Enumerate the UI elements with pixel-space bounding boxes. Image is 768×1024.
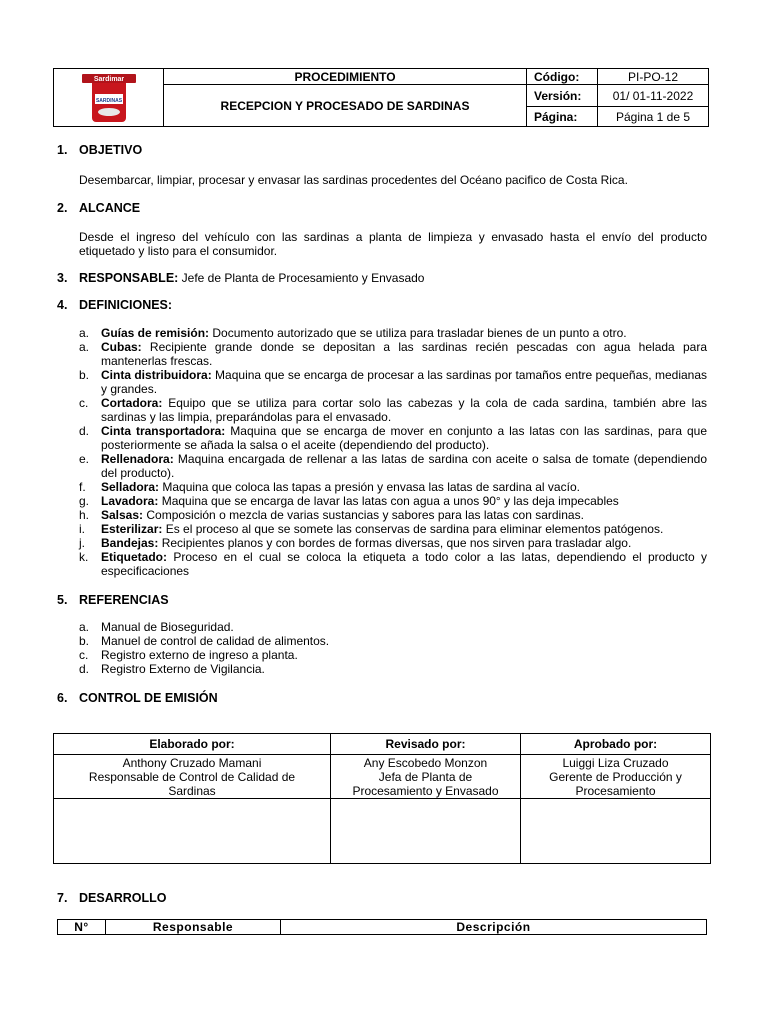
reference-item (79, 662, 707, 676)
definition-text: Proceso en el cual se coloca la etiqueta a todo color a las latas, dependiendo el producto y especificaciones (101, 550, 707, 578)
definitions-list (79, 326, 707, 578)
definition-marker: g. (79, 494, 90, 508)
definition-marker: a. (79, 340, 90, 354)
definition-term: Cinta distribuidora: (101, 368, 212, 382)
document-header (53, 68, 709, 127)
definition-term: Rellenadora: (101, 452, 174, 466)
elaborado-signature (54, 799, 331, 864)
elaborado-name: Anthony Cruzado Mamani (122, 756, 262, 770)
definition-term: Selladora: (101, 480, 160, 494)
definition-item (79, 368, 707, 396)
doc-title: RECEPCION Y PROCESADO DE SARDINAS (164, 85, 527, 127)
elaborado-cell (54, 755, 331, 799)
reference-item (79, 620, 707, 634)
definition-term: Esterilizar: (101, 522, 163, 536)
reference-marker: d. (79, 662, 90, 676)
section-alcance-title: 2. ALCANCE (57, 201, 141, 215)
definition-item (79, 340, 707, 368)
definition-text: Documento autorizado que se utiliza para trasladar bienes de un punto a otro. (209, 326, 627, 340)
definition-marker: a. (79, 326, 90, 340)
reference-marker: c. (79, 648, 89, 662)
definition-marker: c. (79, 396, 89, 410)
definition-marker: k. (79, 550, 89, 564)
svg-text:SARDINAS: SARDINAS (95, 97, 122, 104)
definition-text: Composición o mezcla de varias sustancias y sabores para las latas con sardinas. (143, 508, 584, 522)
definition-marker: h. (79, 508, 90, 522)
revisado-header: Revisado por: (331, 734, 521, 755)
definition-item (79, 508, 707, 522)
svg-text:Sardimar: Sardimar (93, 75, 124, 83)
version-value: 01/ 01-11-2022 (598, 85, 709, 107)
reference-text: Manual de Bioseguridad. (101, 620, 234, 634)
definition-item (79, 424, 707, 452)
revisado-signature (331, 799, 521, 864)
elaborado-header: Elaborado por: (54, 734, 331, 755)
definition-text: Equipo que se utiliza para cortar solo las cabezas y la cola de cada sardina, también abre las sardinas y las limpia, preparándolas para el envasado. (101, 396, 707, 424)
section-referencias-title: 5. REFERENCIAS (57, 593, 169, 607)
definition-marker: f. (79, 480, 86, 494)
emission-control-table (53, 733, 711, 864)
definition-text: Maquina que se encarga de lavar las latas con agua a unos 90° y las deja impecables (158, 494, 619, 508)
definition-item (79, 452, 707, 480)
definition-term: Etiquetado: (101, 550, 167, 564)
definition-marker: b. (79, 368, 90, 382)
definition-item (79, 536, 707, 550)
definition-text: Maquina que se encarga de procesar a las sardinas por tamaños entre pequeñas, medianas y grandes. (101, 368, 708, 396)
section-responsable: 3. RESPONSABLE: Jefe de Planta de Procesamiento y Envasado (57, 271, 425, 285)
definition-term: Guías de remisión: (101, 326, 210, 340)
definition-item (79, 326, 707, 340)
aprobado-header: Aprobado por: (521, 734, 711, 755)
col-responsable: Responsable (106, 920, 281, 935)
definition-text: Es el proceso al que se somete las conservas de sardina para eliminar elementos patógenos. (162, 522, 664, 536)
reference-text: Manuel de control de calidad de alimentos. (101, 634, 330, 648)
doc-type: PROCEDIMIENTO (164, 69, 527, 85)
definition-text: Maquina que se encarga de mover en conjunto a las latas con las sardinas, para que posteriormente se añada la salsa o el aceite (dependiendo del producto). (101, 424, 707, 452)
revisado-name: Any Escobedo Monzon (363, 756, 488, 770)
reference-text: Registro externo de ingreso a planta. (101, 648, 298, 662)
logo-cell (54, 69, 164, 127)
definition-term: Bandejas: (101, 536, 159, 550)
aprobado-name: Luiggi Liza Cruzado (562, 756, 669, 770)
definition-marker: i. (79, 522, 85, 536)
section-objetivo-text: Desembarcar, limpiar, procesar y envasar las sardinas procedentes del Océano pacifico de Costa Rica. (79, 173, 628, 187)
definition-item (79, 494, 707, 508)
reference-item (79, 648, 707, 662)
revisado-cell (331, 755, 521, 799)
revisado-role: Jefa de Planta de Procesamiento y Envasado (352, 770, 499, 798)
definition-text: Maquina encargada de rellenar a las latas de sardina con aceite o salsa de tomate (dependiendo del producto). (101, 452, 707, 480)
definition-term: Salsas: (101, 508, 144, 522)
reference-marker: a. (79, 620, 90, 634)
definition-term: Cubas: (101, 340, 142, 354)
definition-marker: j. (79, 536, 85, 550)
aprobado-cell (521, 755, 711, 799)
section-desarrollo-title: 7. DESARROLLO (57, 891, 167, 905)
section-control-title: 6. CONTROL DE EMISIÓN (57, 691, 218, 705)
code-value: PI-PO-12 (598, 69, 709, 85)
section-objetivo-title: 1. OBJETIVO (57, 143, 143, 157)
sardimar-logo (78, 72, 140, 124)
page-value: Página 1 de 5 (598, 107, 709, 127)
definition-text: Recipiente grande donde se depositan a las sardinas recién pescadas con agua helada para mantenerlas frescas. (101, 340, 707, 368)
section-alcance-text: Desde el ingreso del vehículo con las sardinas a planta de limpieza y envasado hasta el envío del producto etiquetado y listo para el consumidor. (79, 230, 707, 258)
definition-item (79, 550, 707, 578)
page-label: Página: (527, 107, 598, 127)
definition-marker: d. (79, 424, 90, 438)
definition-term: Cinta transportadora: (101, 424, 226, 438)
elaborado-role: Responsable de Control de Calidad de Sardinas (88, 770, 296, 798)
references-list (79, 620, 707, 676)
definition-marker: e. (79, 452, 90, 466)
definition-term: Lavadora: (101, 494, 159, 508)
code-label: Código: (527, 69, 598, 85)
definition-term: Cortadora: (101, 396, 163, 410)
definition-item (79, 480, 707, 494)
col-number: N° (58, 920, 106, 935)
definition-text: Maquina que coloca las tapas a presión y envasa las latas de sardina al vacío. (159, 480, 580, 494)
version-label: Versión: (527, 85, 598, 107)
reference-text: Registro Externo de Vigilancia. (101, 662, 265, 676)
reference-item (79, 634, 707, 648)
aprobado-signature (521, 799, 711, 864)
definition-item (79, 396, 707, 424)
aprobado-role: Gerente de Producción y Procesamiento (549, 770, 682, 798)
development-table (57, 919, 707, 935)
definition-item (79, 522, 707, 536)
definition-text: Recipientes planos y con bordes de formas diversas, que nos sirven para trasladar algo. (158, 536, 632, 550)
col-descripcion: Descripción (281, 920, 707, 935)
section-definiciones-title: 4. DEFINICIONES: (57, 298, 173, 312)
reference-marker: b. (79, 634, 90, 648)
